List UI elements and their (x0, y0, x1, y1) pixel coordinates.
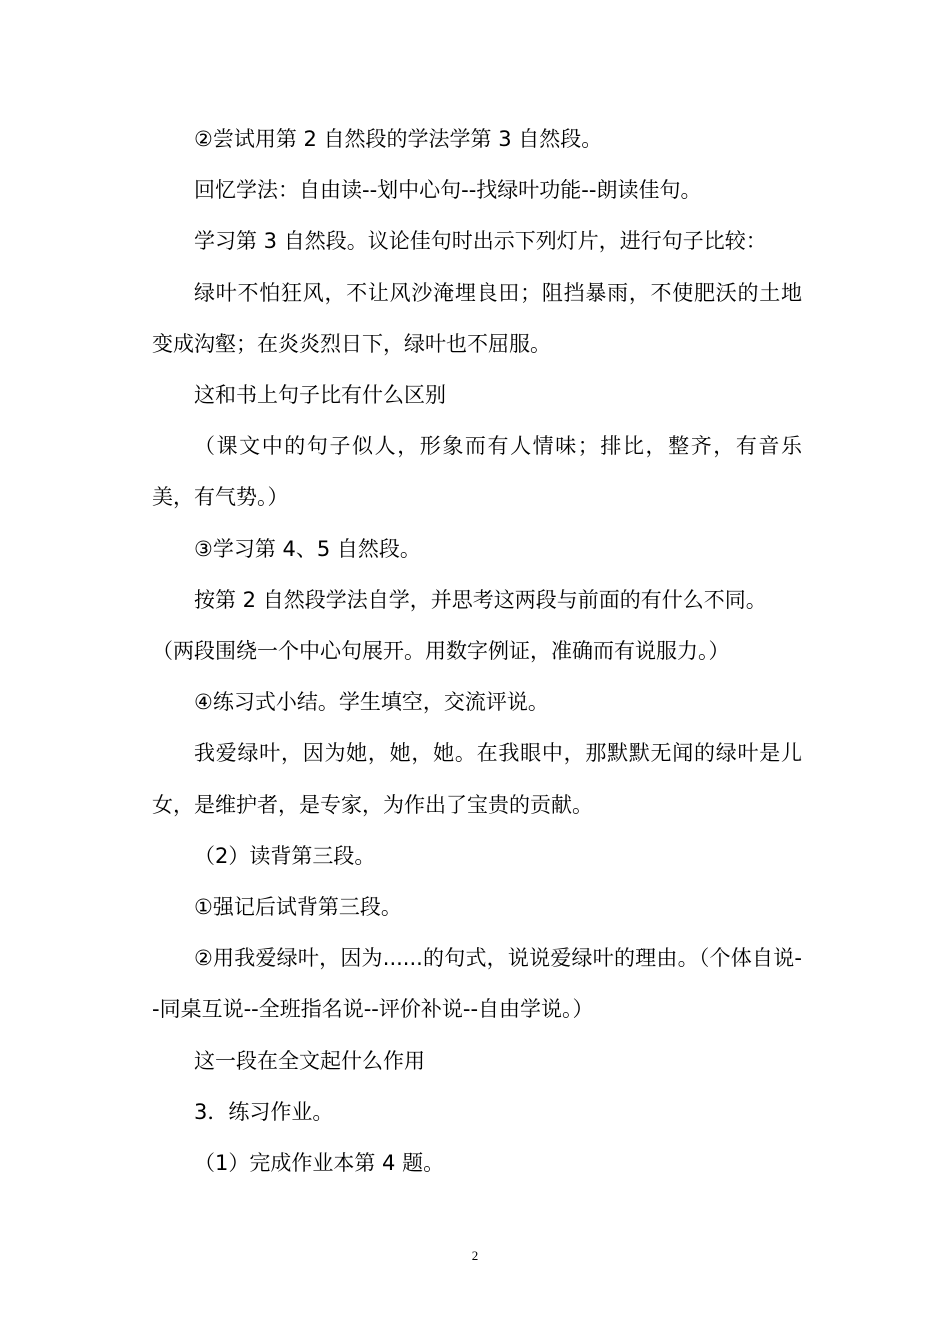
page-number: 2 (471, 1248, 479, 1263)
paragraph: 3．练习作业。 (194, 1099, 334, 1124)
paragraph: （2）读背第三段。 (194, 843, 376, 868)
body-text (152, 114, 802, 1189)
paragraph: 绿叶不怕狂风，不让风沙淹埋良田；阻挡暴雨，不使肥沃的土地变成沟壑；在炎炎烈日下，绿叶也不屈服。 (152, 280, 802, 356)
paragraph: （1）完成作业本第 4 题。 (194, 1151, 445, 1176)
paragraph: 按第 2 自然段学法自学，并思考这两段与前面的有什么不同。 (194, 587, 767, 612)
paragraph: 这一段在全文起什么作用 (194, 1048, 425, 1073)
paragraph: ①强记后试背第三段。 (194, 895, 402, 920)
paragraph: 学习第 3 自然段。议论佳句时出示下列灯片，进行句子比较： (194, 229, 767, 254)
paragraph: 这和书上句子比有什么区别 (194, 383, 446, 408)
paragraph: （课文中的句子似人，形象而有人情味；排比，整齐，有音乐美，有气势。） (152, 434, 802, 510)
paragraph: 回忆学法：自由读--划中心句--找绿叶功能--朗读佳句。 (194, 178, 702, 203)
paragraph: 我爱绿叶，因为她，她，她。在我眼中，那默默无闻的绿叶是儿女，是维护者，是专家，为作出了宝贵的贡献。 (152, 741, 802, 817)
paragraph: ②用我爱绿叶，因为......的句式，说说爱绿叶的理由。（个体自说--同桌互说--全班指名说--评价补说--自由学说。） (152, 946, 802, 1022)
paragraph: （两段围绕一个中心句展开。用数字例证，准确而有说服力。） (152, 639, 730, 664)
paragraph: ③学习第 4、5 自然段。 (194, 536, 421, 561)
paragraph: ②尝试用第 2 自然段的学法学第 3 自然段。 (194, 127, 603, 151)
paragraph: ④练习式小结。学生填空，交流评说。 (194, 690, 549, 715)
